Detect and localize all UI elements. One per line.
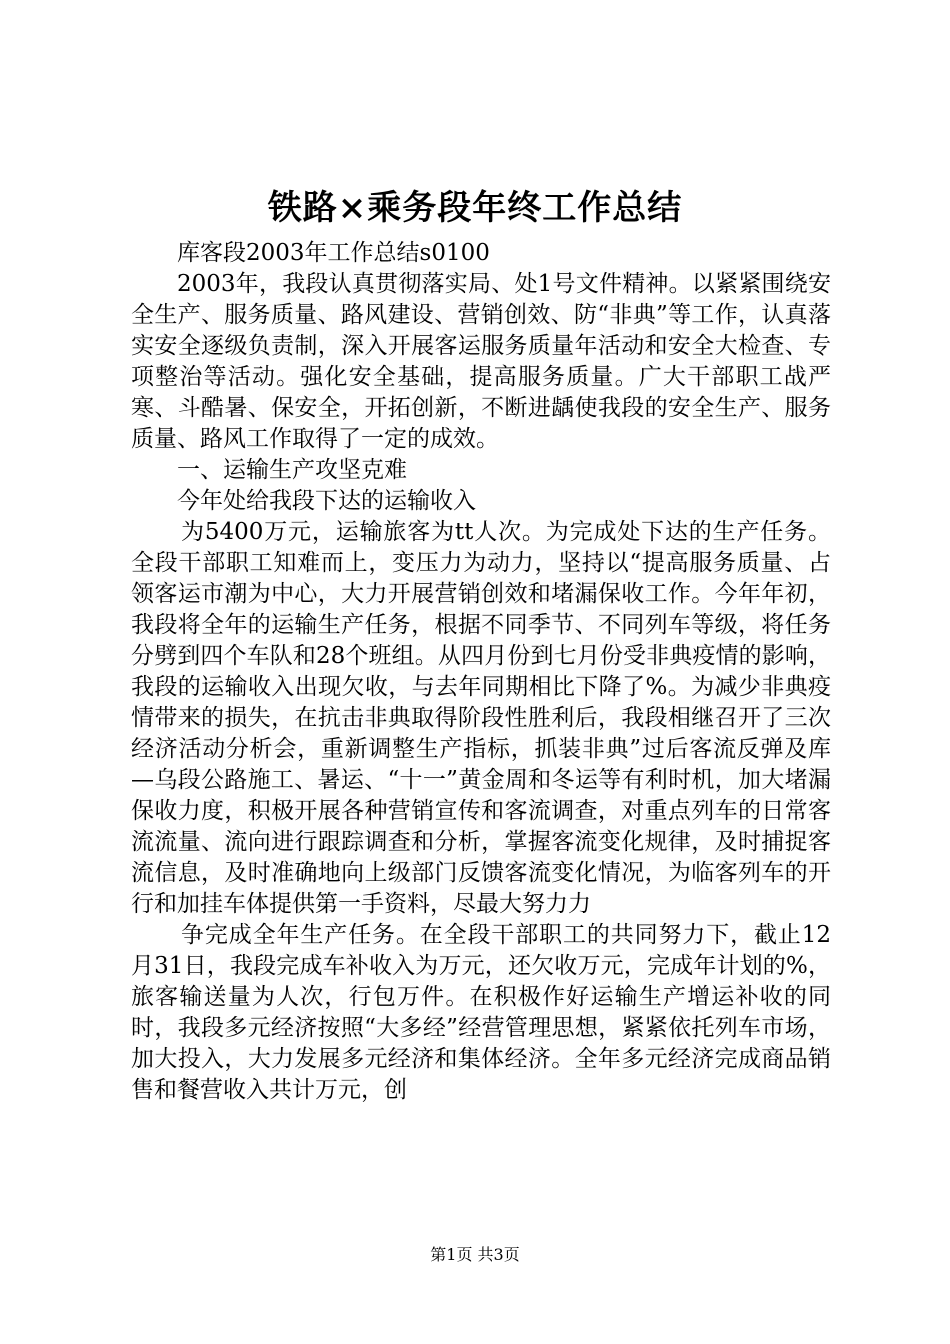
intro-paragraph: 2003年，我段认真贯彻落实局、处1号文件精神。以紧紧围绕安全生产、服务质量、路风建设、营销创效、防“非典”等工作，认真落实安全逐级负责制，深入开展客运服务质量年活动和安全大检查、专项整治等活动。强化安全基础，提高服务质量。广大干部职工战严寒、斗酷暑、保安全，开拓创新，不断进龋使我段的安全生产、服务质量、路风工作取得了一定的成效。 — [131, 271, 831, 452]
body-paragraph-continued: 争完成全年生产任务。在全段干部职工的共同努力下，截止12月31日，我段完成车补收入为万元，还欠收万元，完成年计划的%，旅客输送量为人次，行包万件。在积极作好运输生产增运补收的同时，我段多元经济按照“大多经”经营管理思想，紧紧依托列车市场，加大投入，大力发展多元经济和集体经济。全年多元经济完成商品销售和餐营收入共计万元，创 — [131, 922, 831, 1103]
page-footer: 第1页 共3页 — [430, 1245, 520, 1264]
body-paragraph: 为5400万元，运输旅客为tt人次。为完成处下达的生产任务。全段干部职工知难而上，变压力为动力，坚持以“提高服务质量、占领客运市潮为中心，大力开展营销创效和堵漏保收工作。今年年初，我段将全年的运输生产任务，根据不同季节、不同列车等级，将任务分劈到四个车队和28个班组。从四月份到七月份受非典疫情的影响，我段的运输收入出现欠收，与去年同期相比下降了%。为减少非典疫情带来的损失，在抗击非典取得阶段性胜利后，我段相继召开了三次经济活动分析会，重新调整生产指标，抓装非典”过后客流反弹及库—乌段公路施工、暑运、“十一”黄金周和冬运等有利时机，加大堵漏保收力度，积极开展各种营销宣传和客流调查，对重点列车的日常客流流量、流向进行跟踪调查和分析，掌握客流变化规律，及时捕捉客流信息，及时准确地向上级部门反馈客流变化情况，为临客列车的开行和加挂车体提供第一手资料，尽最大努力力 — [131, 519, 831, 917]
section-intro-line: 今年处给我段下达的运输收入 — [177, 488, 476, 514]
section-heading: 一、运输生产攻坚克难 — [177, 457, 407, 483]
document-title: 铁路×乘务段年终工作总结 — [267, 188, 683, 228]
document-subtitle: 库客段2003年工作总结s0100 — [177, 240, 490, 266]
document-body — [131, 238, 831, 1106]
